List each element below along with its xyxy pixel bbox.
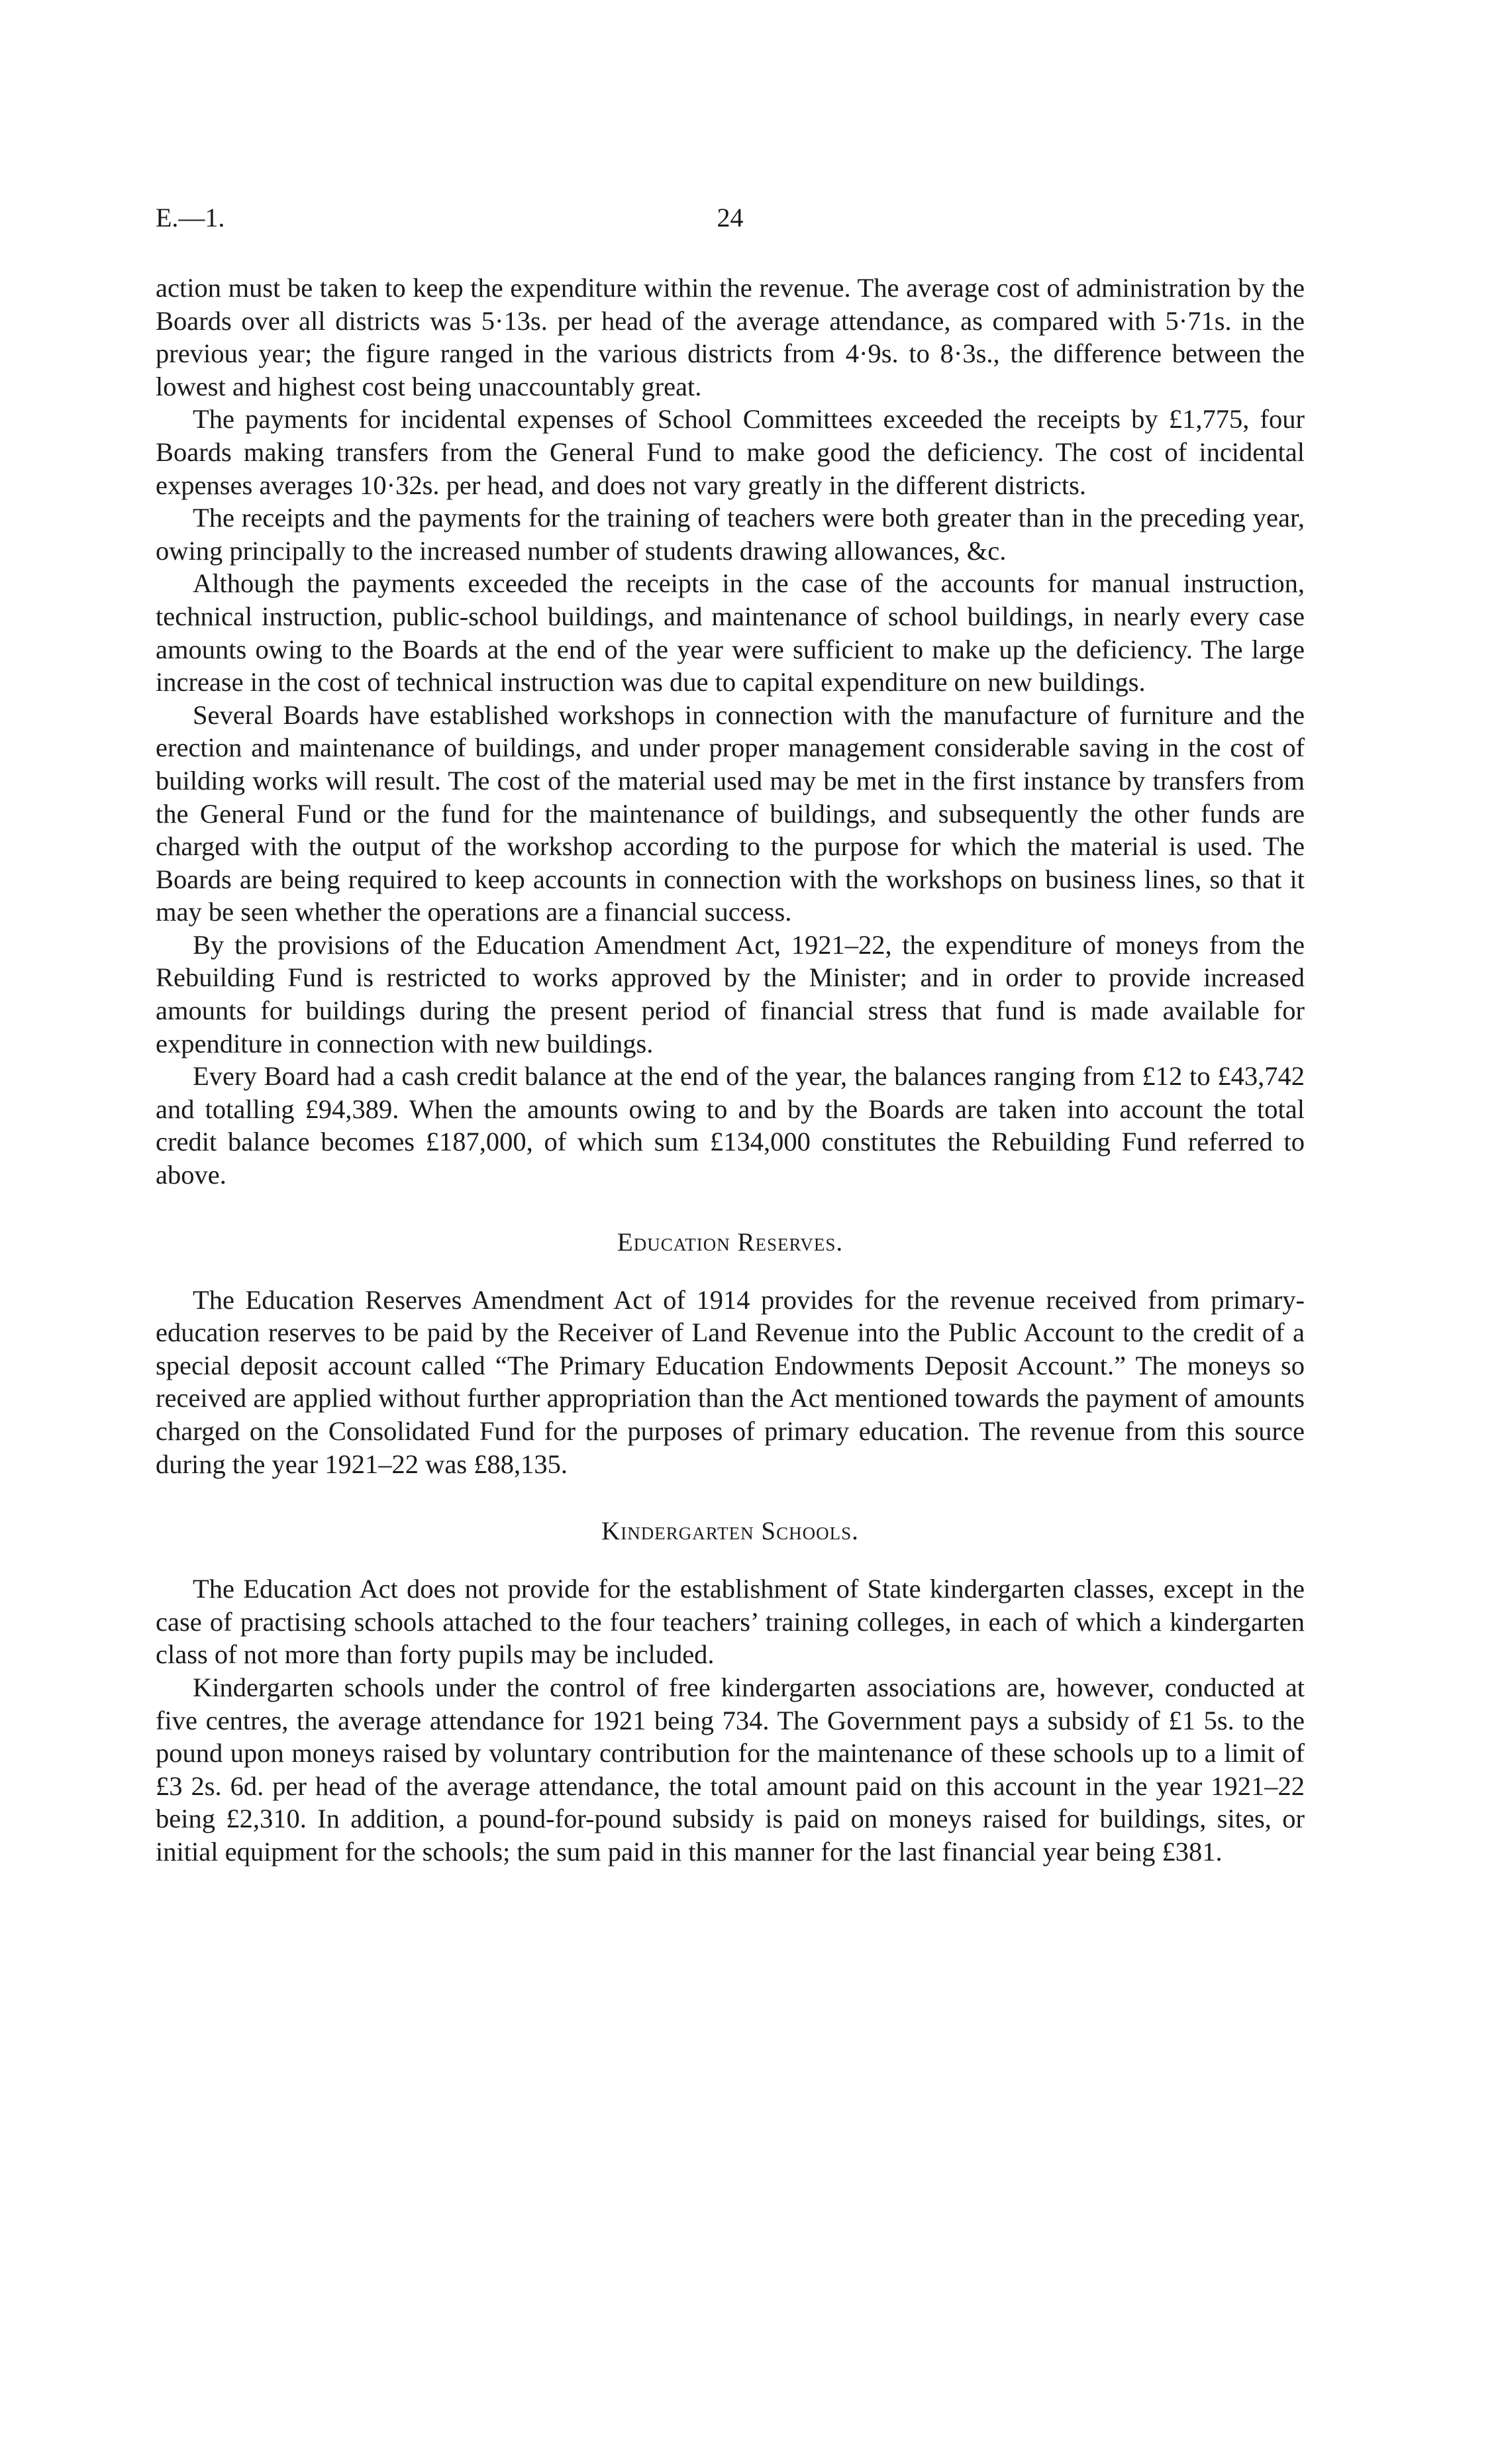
page-reference: E.—1. — [156, 203, 225, 232]
page-body — [156, 272, 1305, 1869]
paragraph-reserves-act: The Education Reserves Amendment Act of 1914 provides for the revenue received from primary-education reserves to be paid by the Receiver of Land Revenue into the Public Account to the credit of a special deposit account called “The Primary Education Endowments Deposit Account.” The moneys so received are applied without further appropriation than the Act mentioned towards the payment of amounts charged on the Consolidated Fund for the purposes of primary education. The revenue from this source during the year 1921–22 was £88,135. — [156, 1284, 1305, 1479]
heading-kindergarten-schools: Kindergarten Schools. — [601, 1517, 859, 1546]
paragraph-training-teachers: The receipts and the payments for the training of teachers were both greater than in the preceding year, owing principally to the increased number of students drawing allowances, &c. — [156, 503, 1305, 566]
paragraph-payments-exceeded: Although the payments exceeded the receipts in the case of the accounts for manual instruction, technical instruction, public-school buildings, and maintenance of school buildings, in nearly every case amounts owing to the Boards at the end of the year were sufficient to make up the deficiency. The large increase in the cost of technical instruction was due to capital expenditure on new buildings. — [156, 568, 1305, 697]
paragraph-admin-cost: action must be taken to keep the expenditure within the revenue. The average cost of administration by the Boards over all districts was 5·13s. per head of the average attendance, as compared with 5·71s. in the previous year; the figure ranged in the various districts from 4·9s. to 8·3s., the difference between the lowest and highest cost being unaccountably great. — [156, 273, 1305, 401]
heading-education-reserves: Education Reserves. — [617, 1227, 844, 1257]
paragraph-incidental-expenses: The payments for incidental expenses of School Committees exceeded the receipts by £1,775, four Boards making transfers from the General Fund to make good the deficiency. The cost of incidental expenses averages 10·32s. per head, and does not vary greatly in the different districts. — [156, 404, 1305, 500]
paragraph-kindergarten-subsidy: Kindergarten schools under the control of free kindergarten associations are, however, conducted at five centres, the average attendance for 1921 being 734. The Government pays a subsidy of £1 5s. to the pound upon moneys raised by voluntary contribution for the maintenance of these schools up to a limit of £3 2s. 6d. per head of the average attendance, the total amount paid on this account in the year 1921–22 being £2,310. In addition, a pound-for-pound subsidy is paid on moneys raised for buildings, sites, or initial equipment for the schools; the sum paid in this manner for the last financial year being £381. — [156, 1672, 1305, 1867]
paragraph-workshops: Several Boards have established workshops in connection with the manufacture of furniture and the erection and maintenance of buildings, and under proper management considerable saving in the cost of building works will result. The cost of the material used may be met in the first instance by transfers from the General Fund or the fund for the maintenance of buildings, and subsequently the other funds are charged with the output of the workshop according to the purpose for which the material is used. The Boards are being required to keep accounts in connection with the workshops on business lines, so that it may be seen whether the operations are a financial success. — [156, 699, 1305, 927]
paragraph-rebuilding-fund: By the provisions of the Education Amendment Act, 1921–22, the expenditure of moneys from the Rebuilding Fund is restricted to works approved by the Minister; and in order to provide increased amounts for buildings during the present period of financial stress that fund is made available for expenditure in connection with new buildings. — [156, 929, 1305, 1058]
paragraph-kindergarten-act: The Education Act does not provide for the establishment of State kindergarten classes, except in the case of practising schools attached to the four teachers’ training colleges, in each of which a kindergarten class of not more than forty pupils may be included. — [156, 1574, 1305, 1670]
paragraph-credit-balance: Every Board had a cash credit balance at the end of the year, the balances ranging from £12 to £43,742 and totalling £94,389. When the amounts owing to and by the Boards are taken into account the total credit balance becomes £187,000, of which sum £134,000 constitutes the Rebuilding Fund referred to above. — [156, 1061, 1305, 1190]
page-header — [156, 202, 1305, 242]
page-number: 24 — [717, 203, 744, 232]
